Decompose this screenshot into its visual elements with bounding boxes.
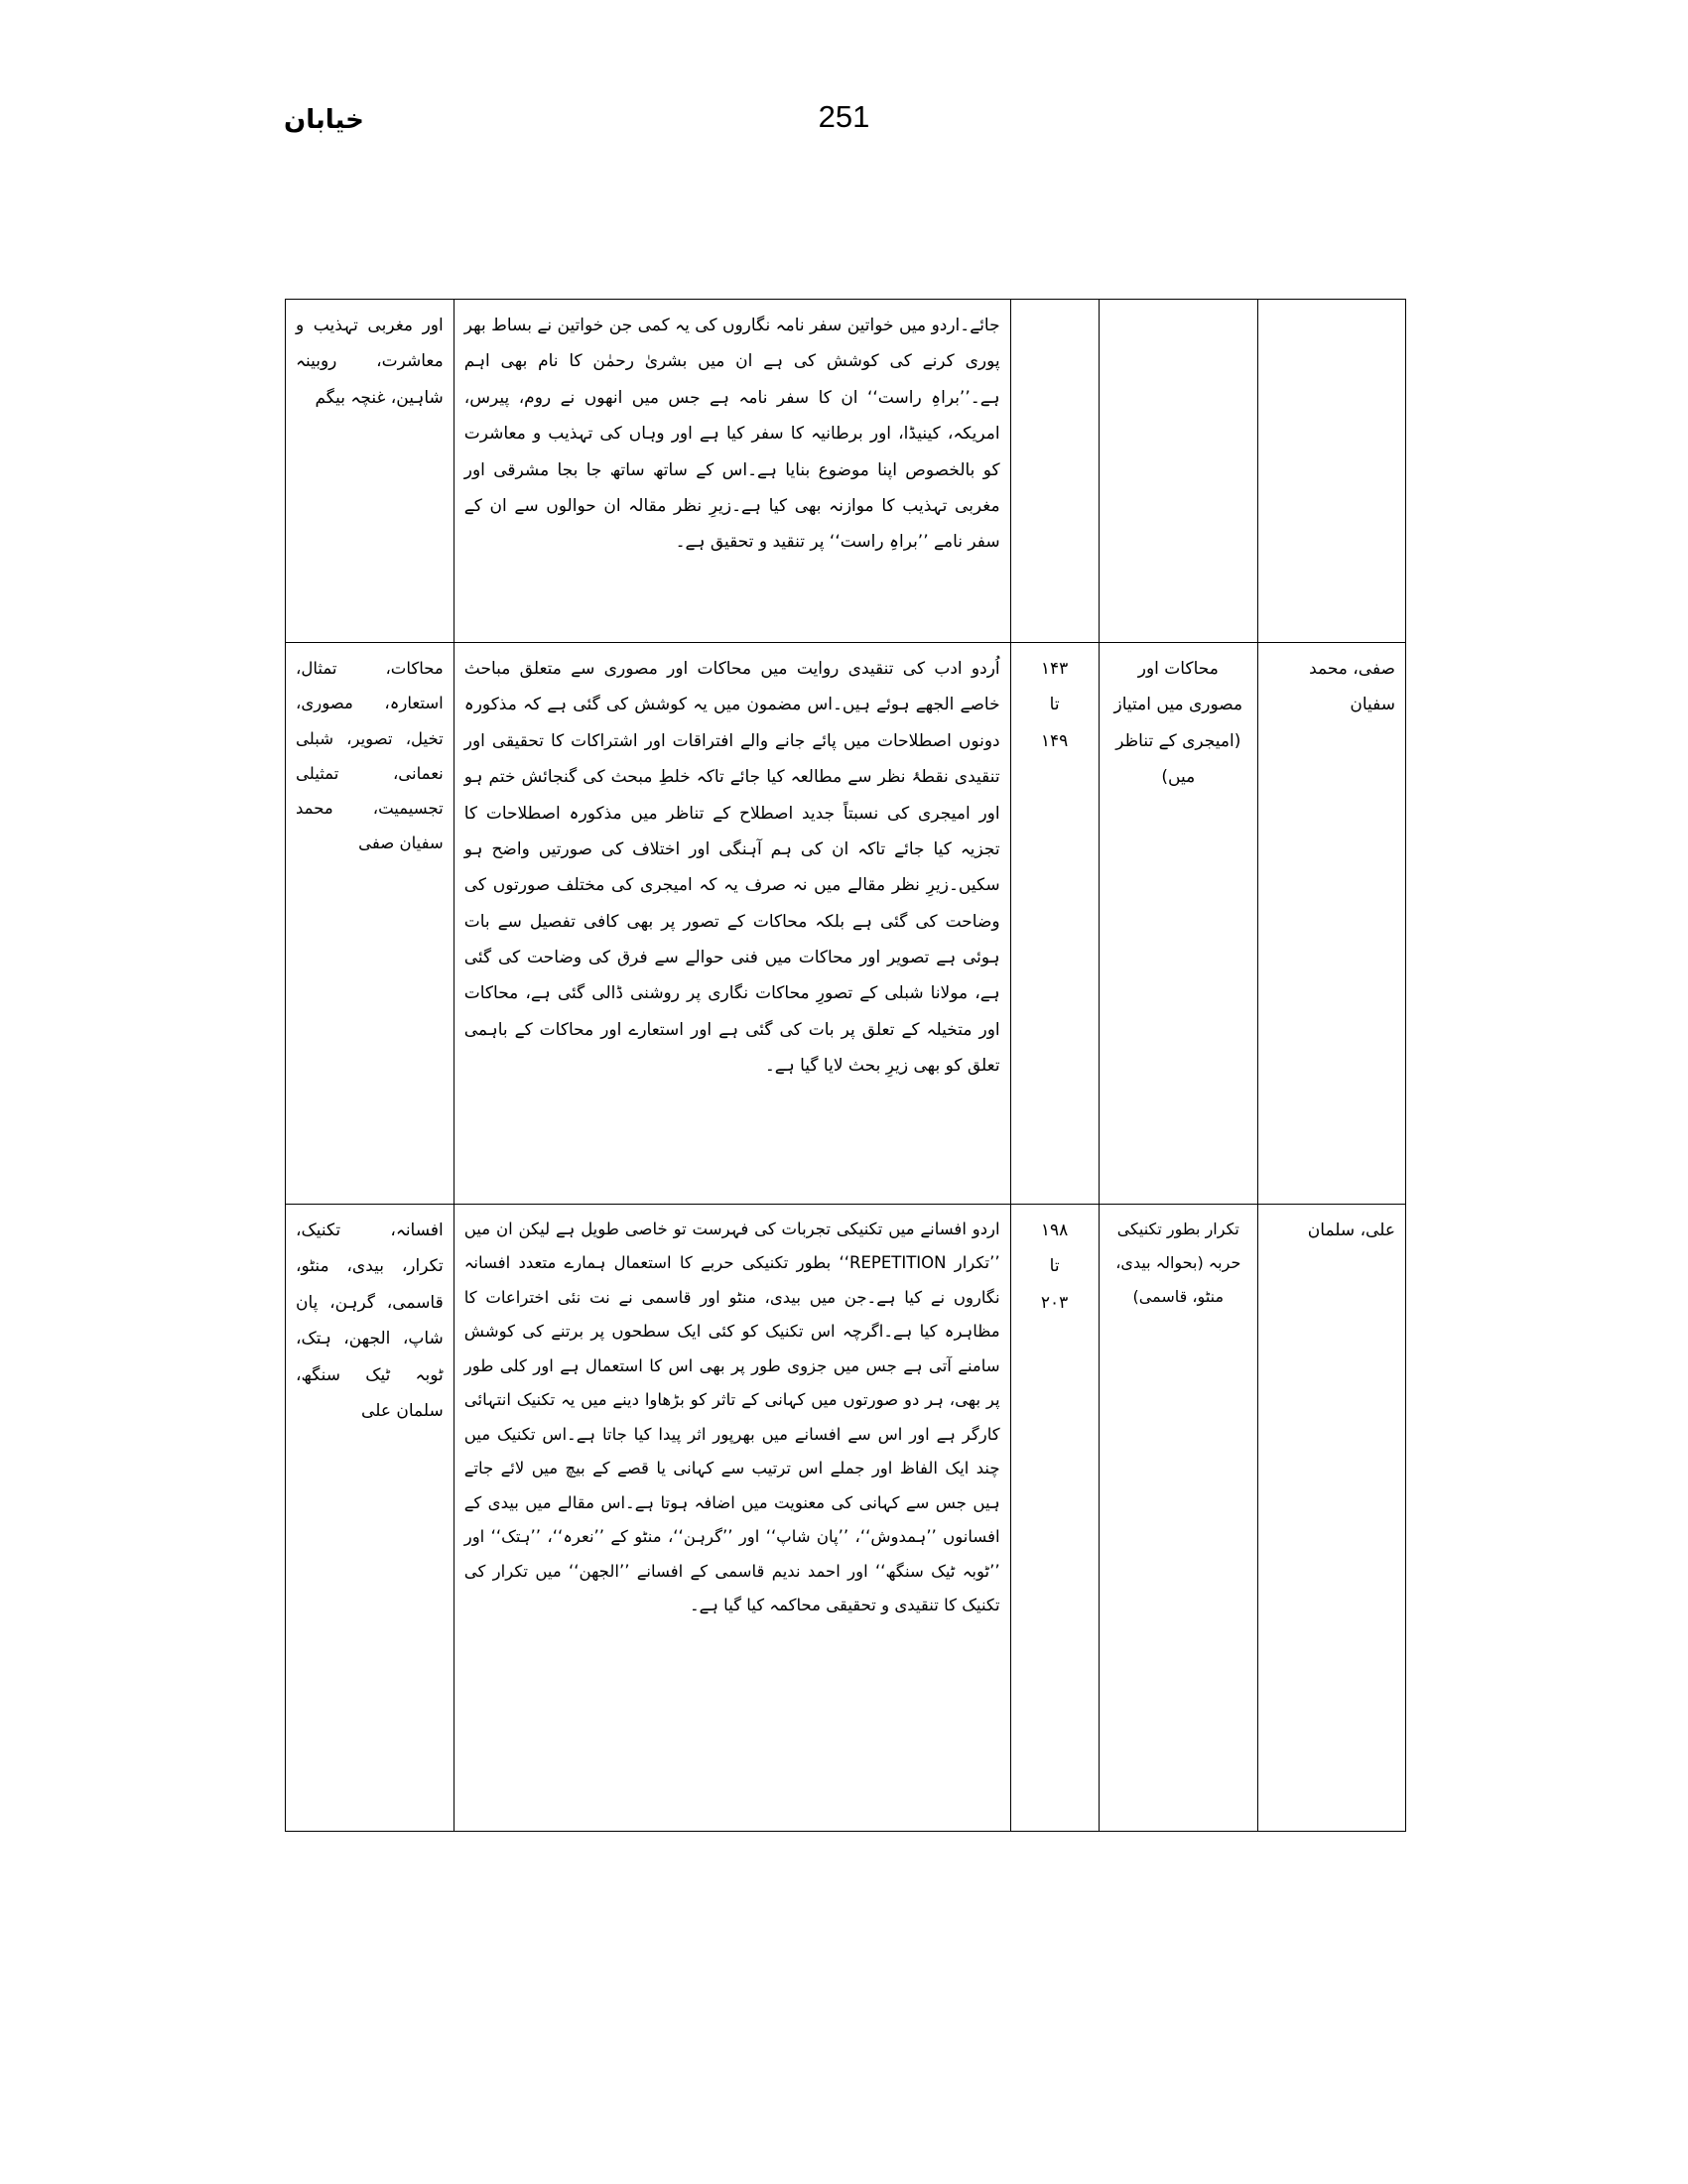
author-cell: [1258, 300, 1406, 643]
article-index-table: [285, 299, 1406, 1832]
keywords-cell: محاکات، تمثال، استعارہ، مصوری، تخیل، تصویر، شبلی نعمانی، تمثیلی تجسیمیت، محمد سفیان صفی: [286, 643, 454, 1205]
abstract-cell: اردو افسانے میں تکنیکی تجربات کی فہرست تو خاصی طویل ہے لیکن ان میں ’’تکرار REPETITION‘‘ بطور تکنیکی حربے کا استعمال ہمارے متعدد افسانہ نگاروں نے کیا ہے۔جن میں بیدی، منٹو اور قاسمی نے نت نئی اختراعات کا مظاہرہ کیا ہے۔اگرچہ اس تکنیک کو کئی ایک سطحوں پر برتنے کی کوشش سامنے آتی ہے جس میں جزوی طور پر بھی اس کا استعمال ہے اور کلی طور پر بھی، ہر دو صورتوں میں کہانی کے تاثر کو بڑھاوا دینے میں یہ تکنیک انتہائی کارگر ہے اور اس سے افسانے میں بھرپور اثر پیدا کیا جاتا ہے۔اس تکنیک میں چند ایک الفاظ اور جملے اس ترتیب سے کہانی یا قصے کے بیچ میں لائے جاتے ہیں جس سے کہانی کی معنویت میں اضافہ ہوتا ہے۔اس مقالے میں بیدی کے افسانوں ’’ہمدوش‘‘، ’’پان شاپ‘‘ اور ’’گرہن‘‘، منٹو کے ’’نعرہ‘‘، ’’ہتک‘‘ اور ’’ٹوبہ ٹیک سنگھ‘‘ اور احمد ندیم قاسمی کے افسانے ’’الجھن‘‘ میں تکرار کی تکنیک کا تنقیدی و تحقیقی محاکمہ کیا گیا ہے۔: [454, 1205, 1010, 1832]
journal-title: خیابان: [284, 105, 364, 135]
page-start: ۱۴۳: [1040, 659, 1069, 679]
page-end: ۱۴۹: [1040, 730, 1069, 751]
page-number: 251: [818, 99, 870, 134]
abstract-cell: اُردو ادب کی تنقیدی روایت میں محاکات اور مصوری سے متعلق مباحث خاصے الجھے ہوئے ہیں۔اس مضمون میں یہ کوشش کی گئی ہے کہ مذکورہ دونوں اصطلاحات میں پائے جانے والے افتراقات اور اشتراکات کا تحقیقی اور تنقیدی نقطۂ نظر سے مطالعہ کیا جائے تاکہ خلطِ مبحث کی گنجائش ختم ہو اور امیجری کی نسبتاً جدید اصطلاح کے تناظر میں مذکورہ اصطلاحات کا تجزیہ کیا جائے تاکہ ان کی ہم آہنگی اور اختلاف کی صورتیں واضح ہو سکیں۔زیرِ نظر مقالے میں نہ صرف یہ کہ امیجری کی مختلف صورتوں کی وضاحت کی گئی ہے بلکہ محاکات کے تصور پر بھی کافی تفصیل سے بات ہوئی ہے تصویر اور محاکات میں فنی حوالے سے فرق کی وضاحت کی گئی ہے، مولانا شبلی کے تصورِ محاکات نگاری پر روشنی ڈالی گئی ہے، محاکات اور متخیلہ کے تعلق پر بات کی گئی ہے اور استعارے اور محاکات کے باہمی تعلق کو بھی زیرِ بحث لایا گیا ہے۔: [454, 643, 1010, 1205]
page-range-separator: تا: [1049, 695, 1060, 715]
title-cell: [1099, 300, 1257, 643]
title-cell: محاکات اور مصوری میں امتیاز (امیجری کے تناظر میں): [1099, 643, 1257, 1205]
page-end: ۲۰۳: [1040, 1292, 1069, 1313]
keywords-cell: اور مغربی تہذیب و معاشرت، روبینہ شاہین، غنچہ بیگم: [286, 300, 454, 643]
page-start: ۱۹۸: [1040, 1220, 1069, 1240]
author-cell: صفی، محمد سفیان: [1258, 643, 1406, 1205]
title-cell: تکرار بطور تکنیکی حربہ (بحوالہ بیدی، منٹو، قاسمی): [1099, 1205, 1257, 1832]
pages-cell: [1010, 1205, 1099, 1832]
table-row: [286, 300, 1406, 643]
table-row: [286, 1205, 1406, 1832]
keywords-cell: افسانہ، تکنیک، تکرار، بیدی، منٹو، قاسمی، گرہن، پان شاپ، الجھن، ہتک، ٹوبہ ٹیک سنگھ، سلمان علی: [286, 1205, 454, 1832]
abstract-cell: جائے۔اردو میں خواتین سفر نامہ نگاروں کی یہ کمی جن خواتین نے بساط بھر پوری کرنے کی کوشش کی ہے ان میں بشریٰ رحمٰن کا نام بھی اہم ہے۔’’براہِ راست‘‘ ان کا سفر نامہ ہے جس میں انھوں نے روم، پیرس، امریکہ، کینیڈا، اور برطانیہ کا سفر کیا ہے اور وہاں کی تہذیب و معاشرت کو بالخصوص اپنا موضوع بنایا ہے۔اس کے ساتھ ساتھ جا بجا مشرقی اور مغربی تہذیب کا موازنہ بھی کیا ہے۔زیرِ نظر مقالہ ان حوالوں سے ان کے سفر نامے ’’براہِ راست‘‘ پر تنقید و تحقیق ہے۔: [454, 300, 1010, 643]
table-row: [286, 643, 1406, 1205]
page-range-separator: تا: [1049, 1256, 1060, 1277]
pages-cell: [1010, 300, 1099, 643]
pages-cell: [1010, 643, 1099, 1205]
author-cell: علی، سلمان: [1258, 1205, 1406, 1832]
